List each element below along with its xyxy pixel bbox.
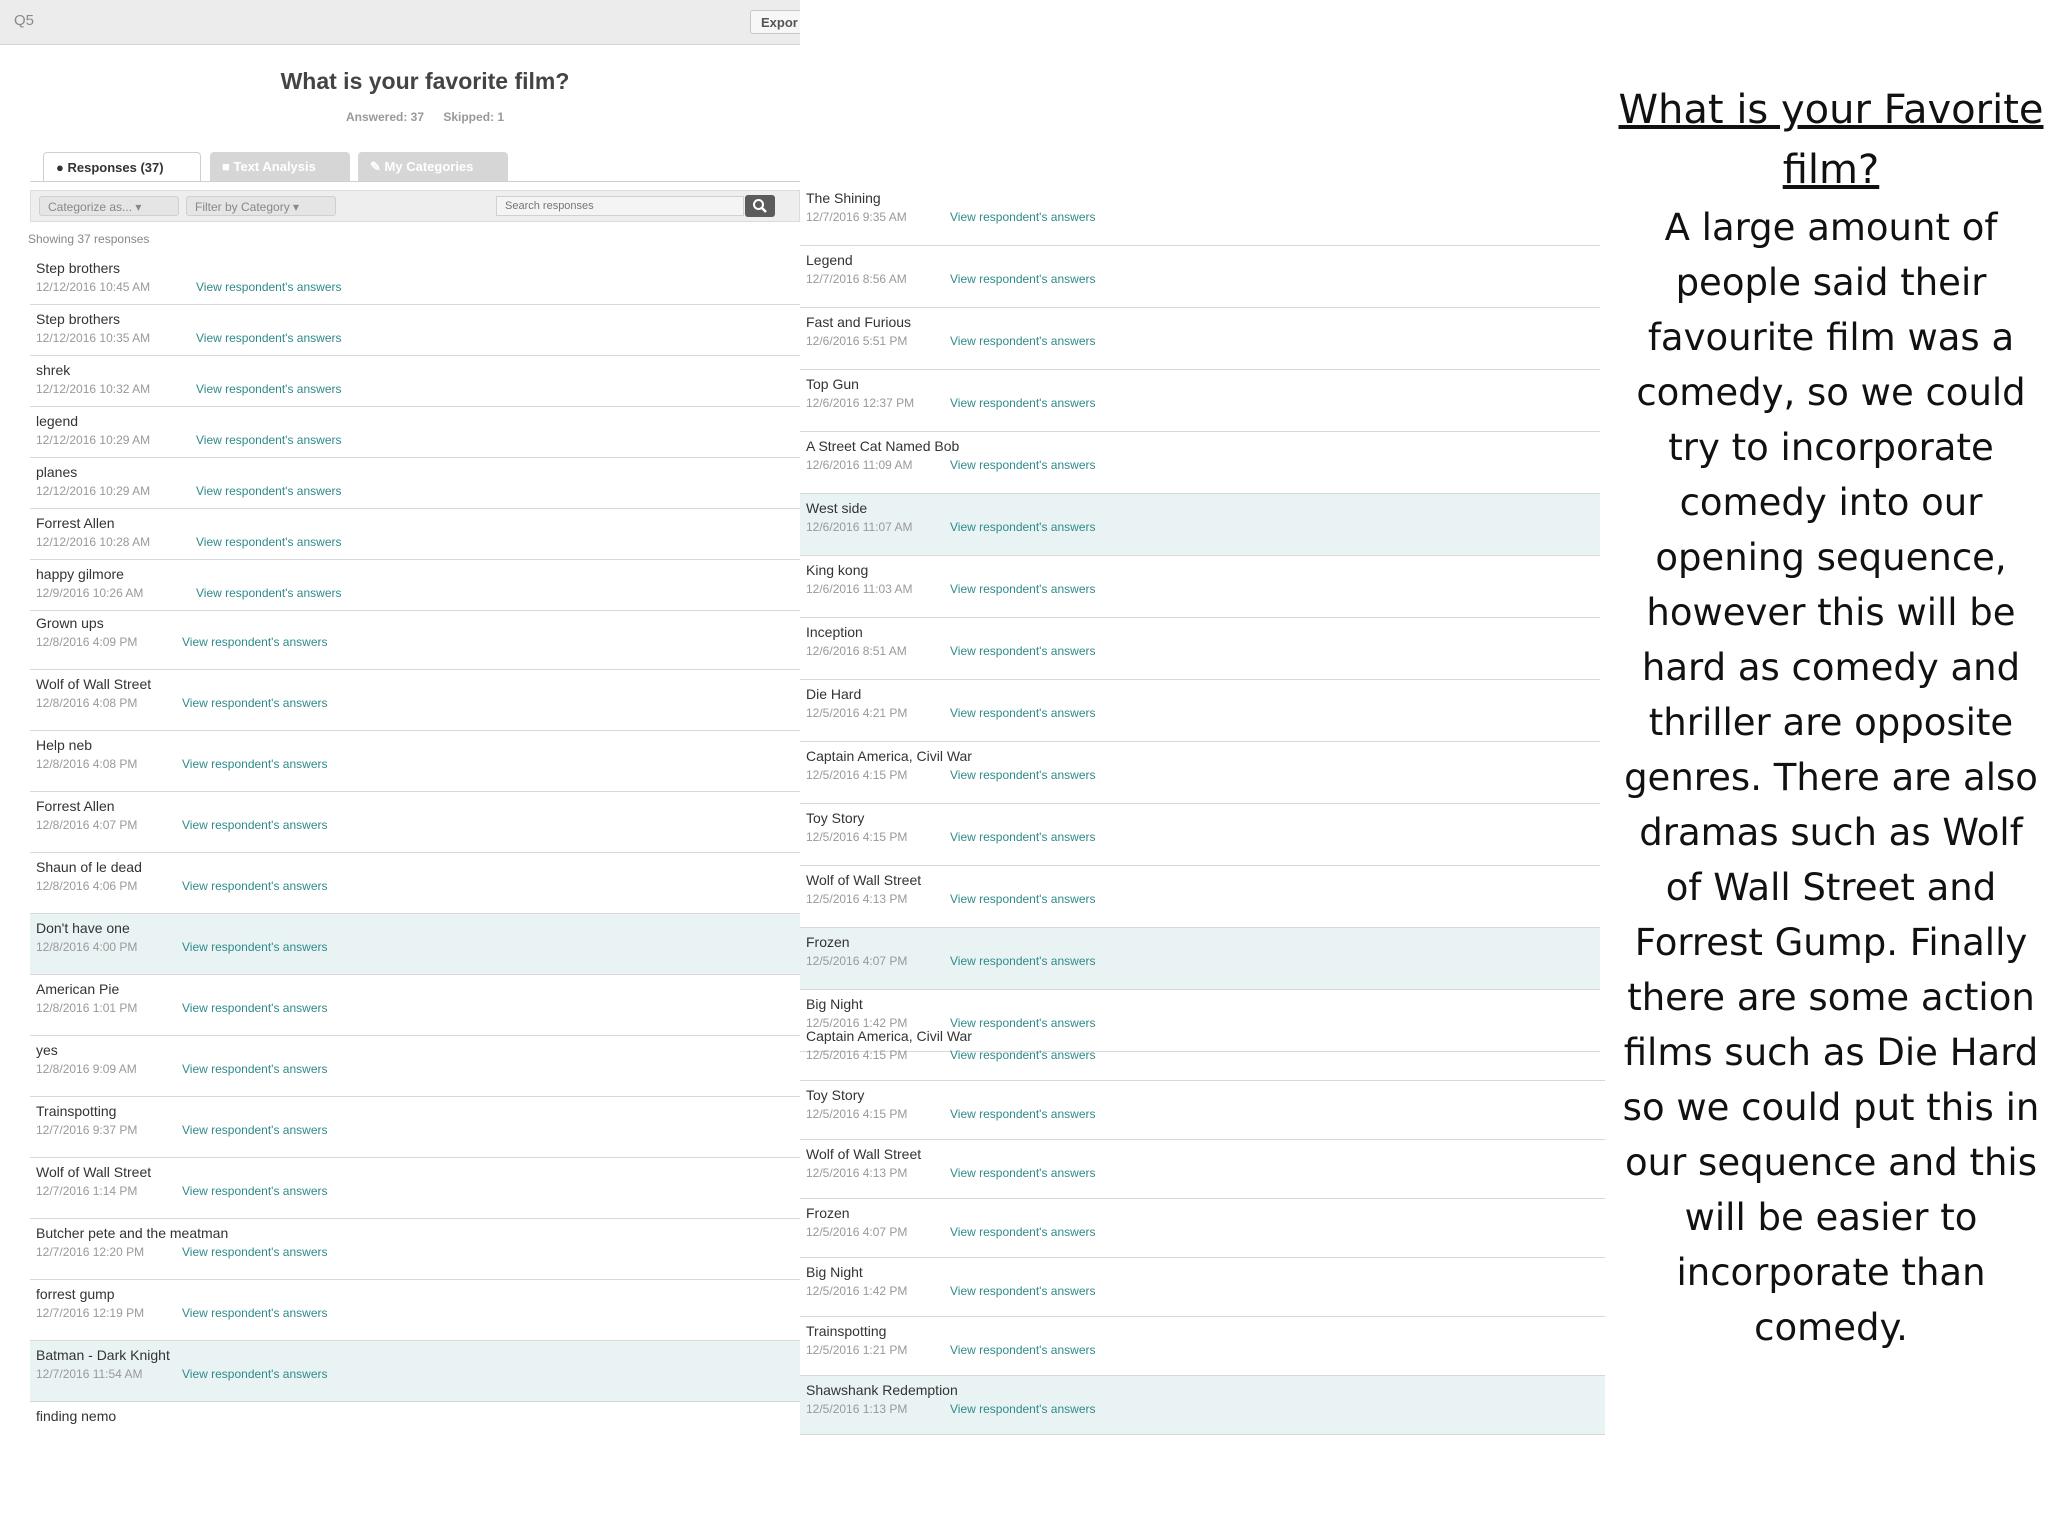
view-respondent-answers-link[interactable]: View respondent's answers — [950, 210, 1096, 224]
view-respondent-answers-link[interactable]: View respondent's answers — [196, 382, 342, 396]
response-date: 12/7/2016 9:37 PM — [36, 1123, 138, 1137]
survey-panel — [0, 0, 800, 1444]
tab-label: My Categories — [384, 159, 474, 174]
response-text: Forrest Allen — [36, 798, 115, 814]
list-item — [30, 509, 800, 560]
list-item — [800, 1258, 1605, 1317]
view-respondent-answers-link[interactable]: View respondent's answers — [950, 458, 1096, 472]
response-date: 12/7/2016 11:54 AM — [36, 1367, 143, 1381]
export-button[interactable]: Expor — [750, 10, 800, 34]
response-date: 12/5/2016 4:15 PM — [806, 1048, 908, 1062]
response-date: 12/5/2016 4:07 PM — [806, 1225, 908, 1239]
list-item — [800, 1022, 1605, 1081]
response-text: legend — [36, 413, 79, 429]
chevron-down-icon: ▾ — [135, 200, 142, 214]
list-item — [800, 308, 1600, 370]
response-list — [800, 184, 1600, 1052]
answer-stats — [0, 110, 800, 124]
list-item — [800, 804, 1600, 866]
response-text: Grown ups — [36, 615, 104, 631]
view-respondent-answers-link[interactable]: View respondent's answers — [182, 1367, 328, 1381]
response-date: 12/12/2016 10:28 AM — [36, 535, 151, 549]
question-title: What is your favorite film? — [280, 68, 570, 94]
list-item — [30, 407, 800, 458]
view-respondent-answers-link[interactable]: View respondent's answers — [950, 954, 1096, 968]
search-input[interactable] — [496, 196, 744, 216]
view-respondent-answers-link[interactable]: View respondent's answers — [950, 768, 1096, 782]
summary-body: A large amount of people said their favourite film was a comedy, so we could try to incorporate comedy into our opening sequence, however this will be hard as comedy and thriller are opposite genres. There are also dramas such as Wolf of Wall Street and Forrest Gump. Finally there are some action films such as Die Hard so we could put this in our sequence and this will be easier to incorporate than comedy. — [1622, 206, 2040, 1349]
response-text: Big Night — [806, 996, 863, 1012]
showing-count: Showing 37 responses — [28, 232, 150, 246]
response-date: 12/5/2016 1:21 PM — [806, 1343, 908, 1357]
tab-text-analysis[interactable] — [210, 152, 350, 182]
list-item — [800, 866, 1600, 928]
view-respondent-answers-link[interactable]: View respondent's answers — [196, 535, 342, 549]
list-item — [30, 356, 800, 407]
response-list — [30, 254, 800, 611]
response-list — [30, 609, 800, 1444]
chart-icon: ■ — [222, 159, 230, 174]
response-text: Wolf of Wall Street — [806, 872, 922, 888]
list-item — [800, 432, 1600, 494]
response-date: 12/5/2016 4:13 PM — [806, 892, 908, 906]
view-respondent-answers-link[interactable]: View respondent's answers — [950, 1343, 1096, 1357]
response-text: Top Gun — [806, 376, 859, 392]
response-text: The Shining — [806, 190, 881, 206]
response-date: 12/5/2016 4:15 PM — [806, 1107, 908, 1121]
chevron-down-icon: ▾ — [293, 200, 300, 214]
list-item — [800, 370, 1600, 432]
view-respondent-answers-link[interactable]: View respondent's answers — [950, 1284, 1096, 1298]
response-date: 12/8/2016 4:00 PM — [36, 940, 138, 954]
tag-icon: ✎ — [370, 159, 381, 174]
view-respondent-answers-link[interactable]: View respondent's answers — [950, 830, 1096, 844]
response-text: happy gilmore — [36, 566, 124, 582]
response-text: King kong — [806, 562, 869, 578]
view-respondent-answers-link[interactable]: View respondent's answers — [950, 1016, 1096, 1030]
list-item — [800, 184, 1600, 246]
view-respondent-answers-link[interactable]: View respondent's answers — [950, 1402, 1096, 1416]
speech-bubble-icon: ● — [56, 160, 64, 175]
view-respondent-answers-link[interactable]: View respondent's answers — [182, 635, 328, 649]
list-item — [30, 1280, 800, 1341]
tab-divider — [30, 181, 800, 182]
response-text: shrek — [36, 362, 71, 378]
response-text: Step brothers — [36, 311, 121, 327]
list-item — [30, 1036, 800, 1097]
dropdown-label: Filter by Category — [195, 200, 290, 214]
view-respondent-answers-link[interactable]: View respondent's answers — [950, 396, 1096, 410]
search-button[interactable] — [745, 195, 775, 217]
response-text: Step brothers — [36, 260, 121, 276]
summary-heading: What is your Favorite film? — [1618, 87, 2044, 193]
list-item — [800, 742, 1600, 804]
response-text: finding nemo — [36, 1408, 117, 1424]
view-respondent-answers-link[interactable]: View respondent's answers — [950, 334, 1096, 348]
view-respondent-answers-link[interactable]: View respondent's answers — [182, 879, 328, 893]
view-respondent-answers-link[interactable]: View respondent's answers — [182, 1184, 328, 1198]
view-respondent-answers-link[interactable]: View respondent's answers — [182, 1001, 328, 1015]
view-respondent-answers-link[interactable]: View respondent's answers — [182, 818, 328, 832]
view-respondent-answers-link[interactable]: View respondent's answers — [196, 280, 342, 294]
response-date: 12/8/2016 4:07 PM — [36, 818, 138, 832]
view-respondent-answers-link[interactable]: View respondent's answers — [182, 1245, 328, 1259]
view-respondent-answers-link[interactable]: View respondent's answers — [950, 520, 1096, 534]
view-respondent-answers-link[interactable]: View respondent's answers — [182, 696, 328, 710]
response-date: 12/6/2016 11:07 AM — [806, 520, 913, 534]
response-date: 12/8/2016 4:09 PM — [36, 635, 138, 649]
view-respondent-answers-link[interactable]: View respondent's answers — [950, 272, 1096, 286]
list-item — [30, 975, 800, 1036]
list-item — [30, 1219, 800, 1280]
view-respondent-answers-link[interactable]: View respondent's answers — [196, 586, 342, 600]
list-item — [800, 1199, 1605, 1258]
view-respondent-answers-link[interactable]: View respondent's answers — [182, 757, 328, 771]
response-date: 12/7/2016 8:56 AM — [806, 272, 907, 286]
response-text: Batman - Dark Knight — [36, 1347, 170, 1363]
response-text: forrest gump — [36, 1286, 115, 1302]
categorize-dropdown[interactable] — [39, 196, 179, 216]
response-date: 12/12/2016 10:32 AM — [36, 382, 151, 396]
list-item — [30, 1402, 800, 1444]
response-date: 12/5/2016 4:21 PM — [806, 706, 908, 720]
response-text: Frozen — [806, 934, 850, 950]
filter-by-category-dropdown[interactable] — [186, 196, 336, 216]
response-date: 12/9/2016 10:26 AM — [36, 586, 144, 600]
view-respondent-answers-link[interactable]: View respondent's answers — [950, 1225, 1096, 1239]
tab-responses[interactable] — [43, 152, 201, 182]
view-respondent-answers-link[interactable]: View respondent's answers — [182, 1123, 328, 1137]
response-text: Wolf of Wall Street — [806, 1146, 922, 1162]
response-date: 12/5/2016 1:13 PM — [806, 1402, 908, 1416]
response-text: Help neb — [36, 737, 93, 753]
response-text: yes — [36, 1042, 58, 1058]
list-item — [30, 609, 800, 670]
list-item — [800, 1140, 1605, 1199]
filter-toolbar — [30, 190, 800, 222]
response-date: 12/12/2016 10:29 AM — [36, 433, 151, 447]
response-date: 12/6/2016 11:03 AM — [806, 582, 913, 596]
response-list — [800, 1022, 1605, 1435]
dropdown-label: Categorize as... — [48, 200, 133, 214]
response-date: 12/6/2016 5:51 PM — [806, 334, 908, 348]
view-respondent-answers-link[interactable]: View respondent's answers — [950, 644, 1096, 658]
list-item — [800, 1376, 1605, 1435]
response-text: planes — [36, 464, 78, 480]
list-item — [30, 560, 800, 611]
view-respondent-answers-link[interactable]: View respondent's answers — [950, 706, 1096, 720]
response-date: 12/6/2016 8:51 AM — [806, 644, 907, 658]
response-text: Don't have one — [36, 920, 130, 936]
response-date: 12/7/2016 9:35 AM — [806, 210, 907, 224]
view-respondent-answers-link[interactable]: View respondent's answers — [196, 331, 342, 345]
response-text: Legend — [806, 252, 853, 268]
response-date: 12/12/2016 10:35 AM — [36, 331, 151, 345]
response-date: 12/8/2016 1:01 PM — [36, 1001, 138, 1015]
view-respondent-answers-link[interactable]: View respondent's answers — [950, 1048, 1096, 1062]
question-number: Q5 — [14, 12, 35, 29]
response-text: Fast and Furious — [806, 314, 912, 330]
skipped-count: Skipped: 1 — [443, 110, 505, 124]
list-item — [30, 1341, 800, 1402]
response-date: 12/8/2016 9:09 AM — [36, 1062, 137, 1076]
response-date: 12/7/2016 12:20 PM — [36, 1245, 145, 1259]
list-item — [30, 1097, 800, 1158]
response-text: Toy Story — [806, 1087, 865, 1103]
list-item — [800, 1081, 1605, 1140]
view-respondent-answers-link[interactable]: View respondent's answers — [182, 1062, 328, 1076]
search-icon — [752, 198, 768, 214]
list-item — [30, 458, 800, 509]
list-item — [800, 928, 1600, 990]
response-date: 12/12/2016 10:45 AM — [36, 280, 151, 294]
response-text: Toy Story — [806, 810, 865, 826]
question-toolbar — [0, 0, 800, 45]
list-item — [30, 305, 800, 356]
response-date: 12/6/2016 11:09 AM — [806, 458, 913, 472]
view-respondent-answers-link[interactable]: View respondent's answers — [950, 1166, 1096, 1180]
tab-label: Responses (37) — [67, 160, 164, 175]
response-date: 12/8/2016 4:08 PM — [36, 757, 138, 771]
response-date: 12/7/2016 1:14 PM — [36, 1184, 138, 1198]
list-item — [800, 1317, 1605, 1376]
response-text: Inception — [806, 624, 863, 640]
response-text: West side — [806, 500, 868, 516]
list-item — [30, 914, 800, 975]
list-item — [800, 618, 1600, 680]
view-respondent-answers-link[interactable]: View respondent's answers — [196, 433, 342, 447]
list-item — [30, 853, 800, 914]
response-text: Trainspotting — [36, 1103, 117, 1119]
view-respondent-answers-link[interactable]: View respondent's answers — [950, 582, 1096, 596]
response-date: 12/5/2016 4:15 PM — [806, 830, 908, 844]
response-text: Die Hard — [806, 686, 862, 702]
response-date: 12/5/2016 4:15 PM — [806, 768, 908, 782]
response-text: Big Night — [806, 1264, 863, 1280]
list-item — [800, 680, 1600, 742]
summary-text — [1618, 80, 2044, 1355]
list-item — [30, 792, 800, 853]
list-item — [30, 254, 800, 305]
response-date: 12/6/2016 12:37 PM — [806, 396, 915, 410]
response-text: Frozen — [806, 1205, 850, 1221]
response-text: Wolf of Wall Street — [36, 1164, 152, 1180]
response-date: 12/5/2016 1:42 PM — [806, 1284, 908, 1298]
response-text: Captain America, Civil War — [806, 1028, 972, 1044]
list-item — [800, 246, 1600, 308]
view-respondent-answers-link[interactable]: View respondent's answers — [950, 1107, 1096, 1121]
response-date: 12/5/2016 1:42 PM — [806, 1016, 908, 1030]
view-respondent-answers-link[interactable]: View respondent's answers — [182, 1306, 328, 1320]
response-date: 12/5/2016 4:13 PM — [806, 1166, 908, 1180]
response-text: Butcher pete and the meatman — [36, 1225, 229, 1241]
tab-label: Text Analysis — [233, 159, 316, 174]
response-date: 12/5/2016 4:07 PM — [806, 954, 908, 968]
list-item — [30, 670, 800, 731]
response-text: Shawshank Redemption — [806, 1382, 958, 1398]
response-text: A Street Cat Named Bob — [806, 438, 960, 454]
response-date: 12/8/2016 4:06 PM — [36, 879, 138, 893]
response-text: Trainspotting — [806, 1323, 887, 1339]
response-date: 12/8/2016 4:08 PM — [36, 696, 138, 710]
tab-my-categories[interactable] — [358, 152, 508, 182]
view-respondent-answers-link[interactable]: View respondent's answers — [196, 484, 342, 498]
list-item — [800, 556, 1600, 618]
response-text: Shaun of le dead — [36, 859, 142, 875]
response-text: Wolf of Wall Street — [36, 676, 152, 692]
answered-count: Answered: 37 — [345, 110, 424, 124]
list-item — [30, 731, 800, 792]
response-text: American Pie — [36, 981, 120, 997]
list-item — [800, 494, 1600, 556]
response-text: Forrest Allen — [36, 515, 115, 531]
response-date: 12/12/2016 10:29 AM — [36, 484, 151, 498]
response-date: 12/7/2016 12:19 PM — [36, 1306, 145, 1320]
view-respondent-answers-link[interactable]: View respondent's answers — [182, 940, 328, 954]
response-list-continued — [800, 180, 1605, 1436]
view-respondent-answers-link[interactable]: View respondent's answers — [950, 892, 1096, 906]
response-text: Captain America, Civil War — [806, 748, 972, 764]
list-item — [30, 1158, 800, 1219]
